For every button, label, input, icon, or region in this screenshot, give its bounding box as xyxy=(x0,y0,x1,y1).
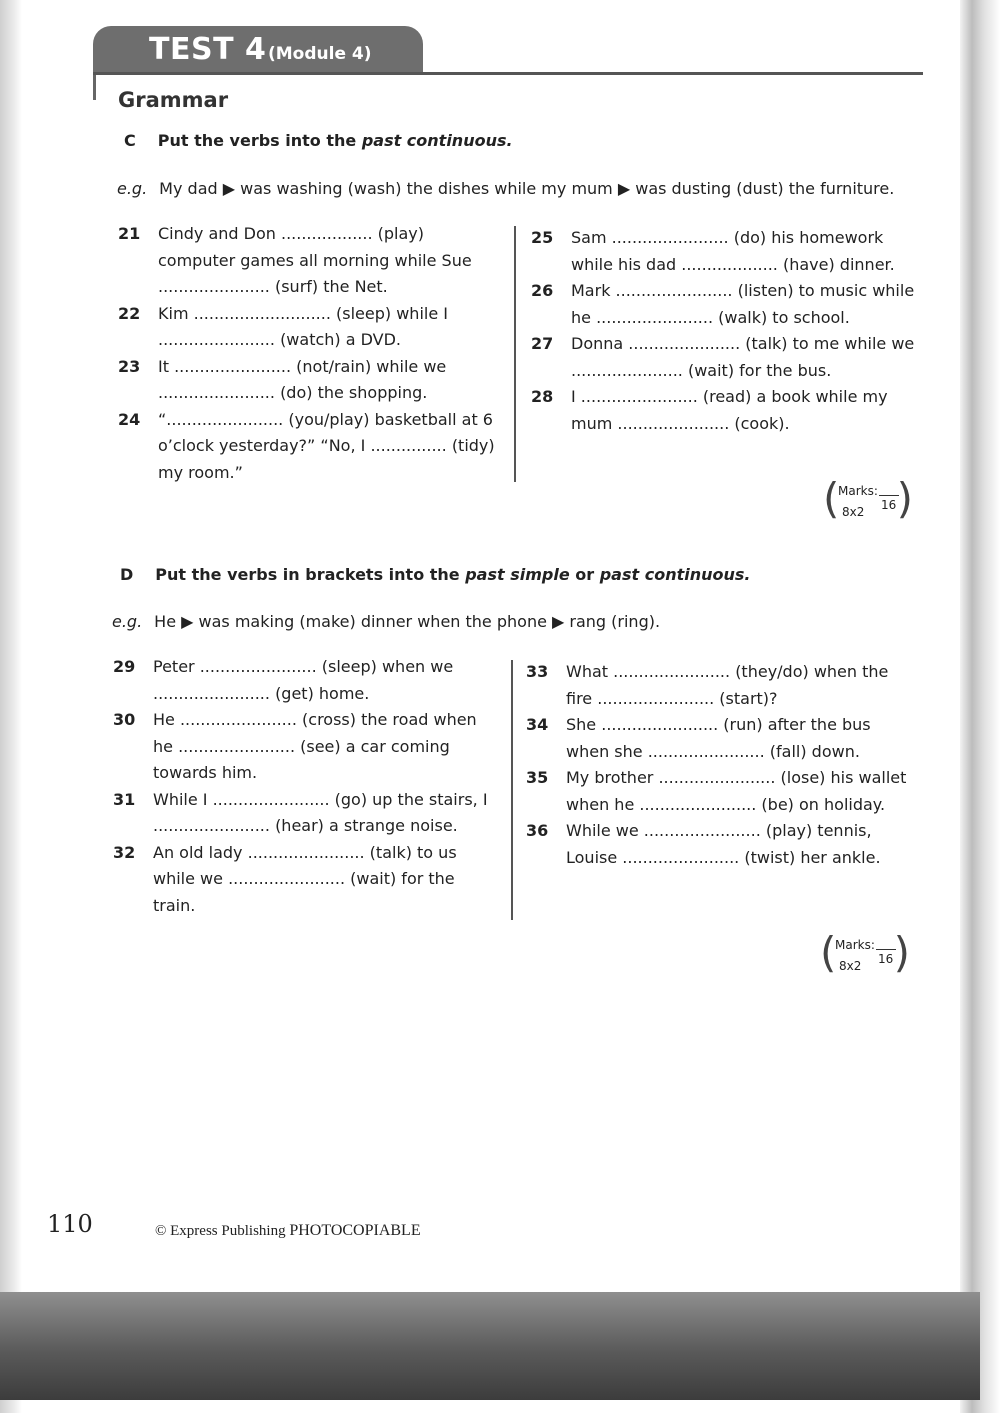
section-d-letter: D xyxy=(120,565,134,584)
section-d-left-column xyxy=(113,654,500,919)
question-item: 34 She ....................... (run) after the bus when she ....................... (fall) down. xyxy=(526,715,871,761)
question-item: 31 While I ....................... (go) up the stairs, I ....................... (hear) a strange noise. xyxy=(113,789,488,835)
question-item: 35 My brother ....................... (lose) his wallet when he ....................... (be) on holiday. xyxy=(526,768,907,814)
marks-box: ( ) Marks: 16 8x2 xyxy=(823,474,913,523)
section-c-letter: C xyxy=(124,131,136,150)
example-label: e.g. xyxy=(117,179,148,198)
column-divider xyxy=(511,660,513,920)
question-item: 36 While we ....................... (play) tennis, Louise ....................... (twist) her ankle. xyxy=(526,821,881,867)
question-item: 24 “....................... (you/play) basketball at 6 o’clock yesterday?” “No, I ............... (tidy) my room.” xyxy=(118,409,495,482)
example-text: My dad ▶ was washing (wash) the dishes while my mum ▶ was dusting (dust) the furniture. xyxy=(159,179,895,198)
question-item: 32 An old lady ....................... (talk) to us while we ....................... (wait) for the train. xyxy=(113,842,457,915)
page-number: 110 xyxy=(47,1210,93,1238)
title-tab xyxy=(93,26,423,72)
section-c-right-column xyxy=(531,225,919,437)
module-label: (Module 4) xyxy=(268,44,372,64)
section-d-example xyxy=(112,612,660,631)
question-item: 23 It ....................... (not/rain) while we ....................... (do) the shopping. xyxy=(118,356,447,402)
marks-box: ( ) Marks: 16 8x2 xyxy=(820,928,910,977)
question-item: 30 He ....................... (cross) the road when he ....................... (see) a car coming towards him. xyxy=(113,710,477,782)
example-label: e.g. xyxy=(112,612,143,631)
question-item: 25 Sam ....................... (do) his homework while his dad ................... (have) dinner. xyxy=(531,228,895,274)
copyright-notice: © Express Publishing PHOTOCOPIABLE xyxy=(155,1222,421,1239)
section-c-left-column xyxy=(118,221,505,486)
question-item: 21 Cindy and Don .................. (play) computer games all morning while Sue ...................... (surf) the Net. xyxy=(118,224,472,296)
section-c-example xyxy=(117,179,894,198)
question-item: 27 Donna ...................... (talk) to me while we ...................... (wait) for the bus. xyxy=(531,334,915,380)
section-heading: Grammar xyxy=(118,88,229,112)
section-c-instruction: C Put the verbs into the past continuous. xyxy=(124,131,513,150)
scan-left-edge xyxy=(0,0,22,1413)
title-rule xyxy=(93,72,923,75)
section-d-right-column xyxy=(526,659,914,871)
example-text: He ▶ was making (make) dinner when the phone ▶ rang (ring). xyxy=(154,612,661,631)
section-d-instruction: D Put the verbs in brackets into the past simple or past continuous. xyxy=(120,565,751,584)
test-title: TEST 4 xyxy=(149,32,267,67)
question-item: 28 I ....................... (read) a book while my mum ...................... (cook). xyxy=(531,387,888,433)
question-item: 29 Peter ....................... (sleep) when we ....................... (get) home. xyxy=(113,657,454,703)
question-item: 26 Mark ....................... (listen) to music while he ....................... (walk) to school. xyxy=(531,281,915,327)
question-item: 33 What ....................... (they/do) when the fire ....................... (start)? xyxy=(526,662,889,708)
question-item: 22 Kim ........................... (sleep) while I ....................... (watch) a DVD. xyxy=(118,303,448,349)
column-divider xyxy=(514,226,516,482)
scan-bottom-band xyxy=(0,1292,980,1400)
scan-right-shadow xyxy=(960,0,1000,1413)
